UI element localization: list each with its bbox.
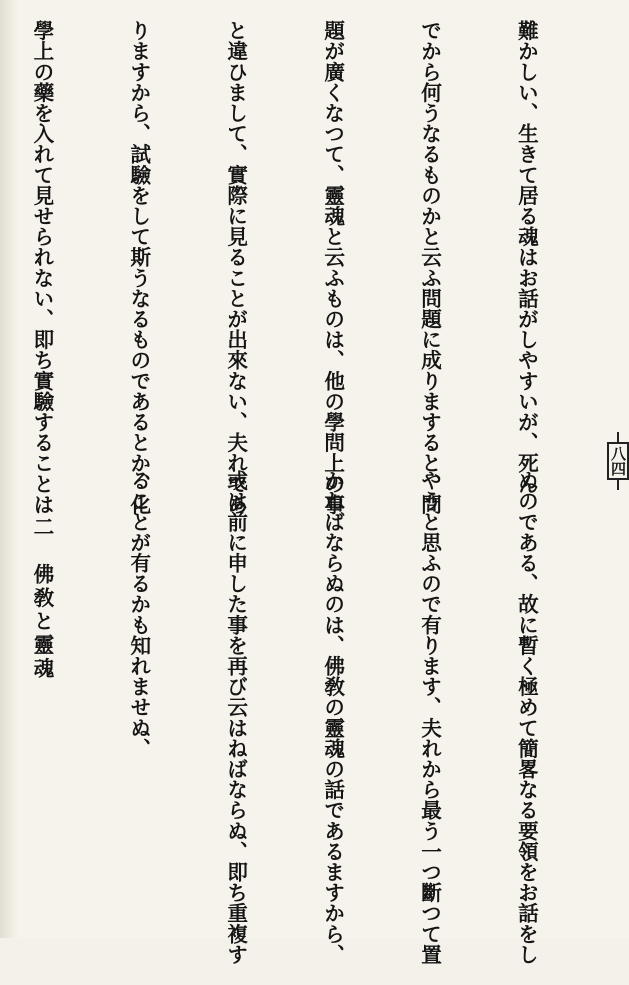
text-column: ぬのである、故に暫く極めて簡畧なる要領をお話をし	[514, 470, 539, 965]
text-column: ることが有るかも知れませぬ、	[126, 470, 151, 759]
text-column: 題が廣くなつて、靈魂と云ふものは、他の學問上の事	[320, 20, 345, 515]
text-column: やうと思ふので有ります、夫れから最う一つ斷つて置	[417, 470, 442, 965]
text-column: 難かしい、生きて居る魂はお話がしやすいが、死ん	[514, 20, 539, 494]
page-number-folio	[607, 432, 629, 524]
folio-rule-bottom	[617, 480, 619, 490]
text-column: りますから、試驗をして斯うなるものであるとか、化	[126, 20, 151, 515]
section-heading: 二 佛敎と靈魂	[29, 516, 54, 682]
folio-rule-top	[617, 432, 619, 442]
text-column: 或は前に申した事を再び云はねばならぬ、即ち重複す	[223, 470, 248, 965]
page-number: 八四	[607, 442, 629, 480]
upper-text-block	[29, 20, 607, 515]
text-column: 學上の藥を入れて見せられない、即ち實驗することは	[29, 20, 54, 515]
text-column: かねばならぬのは、佛敎の靈魂の話であるますから、	[320, 470, 345, 965]
text-column: と違ひまして、實際に見ることが出來ない、夫れであ	[223, 20, 248, 515]
lower-text-block	[29, 470, 607, 965]
text-column: でから何うなるものかと云ふ問題に成りますると、問	[417, 20, 442, 515]
